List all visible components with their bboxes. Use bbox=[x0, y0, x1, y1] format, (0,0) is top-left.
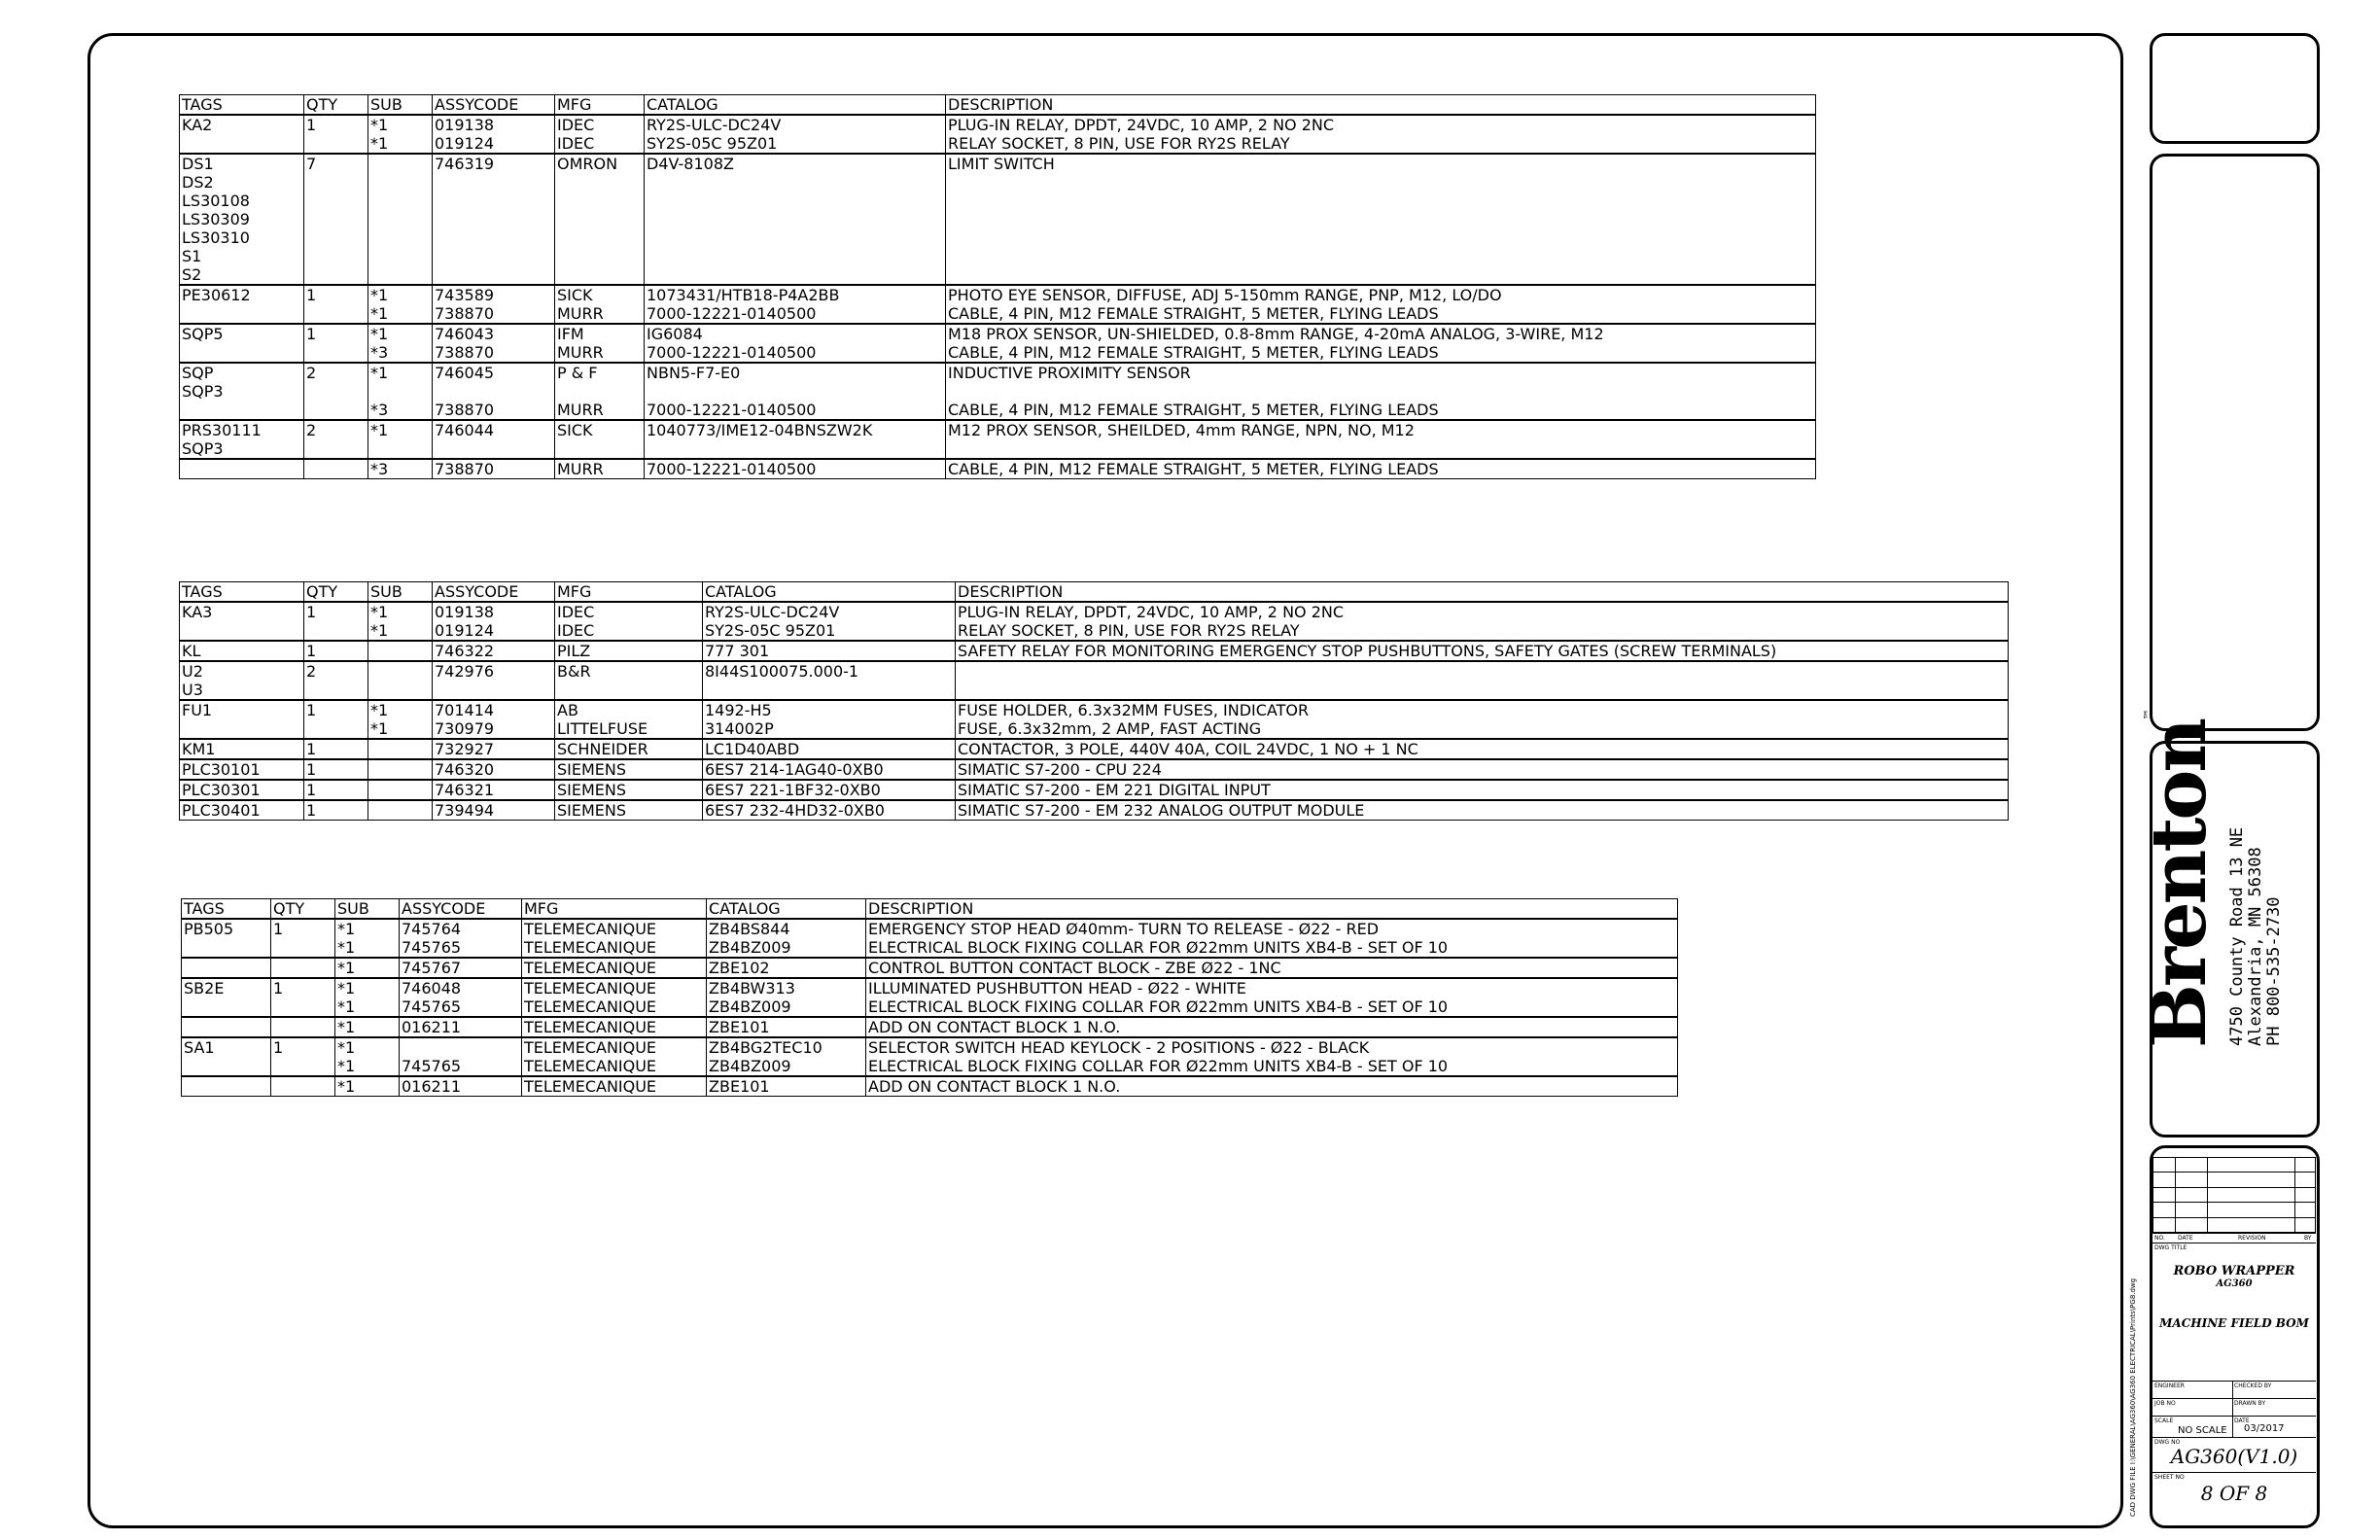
cell-catalog: 6ES7 232-4HD32-0XB0 bbox=[703, 800, 956, 821]
cell-mfg: TELEMECANIQUE bbox=[522, 998, 707, 1017]
address-line-2: Alexandria, MN 56308 bbox=[2246, 847, 2265, 1046]
address-line-1: 4750 County Road 13 NE bbox=[2227, 826, 2247, 1046]
cell-qty: 1 bbox=[304, 739, 368, 759]
cell-catalog: ZB4BZ009 bbox=[707, 1057, 866, 1076]
column-header: DESCRIPTION bbox=[946, 95, 1816, 116]
column-header: CATALOG bbox=[645, 95, 946, 116]
cell-catalog: RY2S-ULC-DC24V bbox=[703, 602, 956, 621]
cell-qty: 2 bbox=[304, 363, 368, 401]
bom-table-3 bbox=[181, 898, 1678, 1097]
cell-mfg: TELEMECANIQUE bbox=[522, 1076, 707, 1097]
column-header: ASSYCODE bbox=[433, 582, 555, 603]
cell-mfg: P & F bbox=[555, 363, 645, 401]
cell-catalog: SY2S-05C 95Z01 bbox=[703, 621, 956, 641]
cell-sub: *1 bbox=[335, 938, 400, 958]
cell-tags: U2 U3 bbox=[180, 661, 304, 700]
cell-qty bbox=[304, 401, 368, 420]
cell-tags: PLC30401 bbox=[180, 800, 304, 821]
table-row bbox=[182, 1057, 1678, 1076]
cell-mfg: TELEMECANIQUE bbox=[522, 1017, 707, 1037]
cell-mfg: IDEC bbox=[555, 115, 645, 134]
cell-qty bbox=[304, 304, 368, 324]
cell-tags bbox=[180, 459, 304, 479]
cell-sub: *3 bbox=[368, 401, 433, 420]
table-row bbox=[180, 700, 2009, 719]
cell-code: 019138 bbox=[433, 115, 555, 134]
cell-desc: CABLE, 4 PIN, M12 FEMALE STRAIGHT, 5 METER, FLYING LEADS bbox=[946, 343, 1816, 363]
table-row bbox=[182, 958, 1678, 978]
cell-qty: 2 bbox=[304, 420, 368, 459]
cell-desc: INDUCTIVE PROXIMITY SENSOR bbox=[946, 363, 1816, 401]
column-header: TAGS bbox=[182, 899, 271, 920]
cell-tags: KL bbox=[180, 641, 304, 661]
cell-sub: *1 bbox=[368, 363, 433, 401]
table-row bbox=[180, 115, 1816, 134]
cell-desc: SIMATIC S7-200 - EM 232 ANALOG OUTPUT MODULE bbox=[956, 800, 2009, 821]
revision-grid bbox=[2152, 1157, 2316, 1233]
table-row bbox=[180, 285, 1816, 304]
cell-tags bbox=[182, 998, 271, 1017]
column-header: MFG bbox=[522, 899, 707, 920]
cell-catalog: 7000-12221-0140500 bbox=[645, 401, 946, 420]
cell-catalog: 6ES7 221-1BF32-0XB0 bbox=[703, 780, 956, 800]
cell-qty: 2 bbox=[304, 661, 368, 700]
cell-desc: SIMATIC S7-200 - EM 221 DIGITAL INPUT bbox=[956, 780, 2009, 800]
cell-desc: CABLE, 4 PIN, M12 FEMALE STRAIGHT, 5 METER, FLYING LEADS bbox=[946, 459, 1816, 479]
cell-sub: *1 bbox=[368, 719, 433, 739]
company-logo-block bbox=[2135, 708, 2223, 1049]
table-row bbox=[180, 420, 1816, 459]
model-name: AG360 bbox=[2216, 1278, 2253, 1289]
cell-mfg: IDEC bbox=[555, 602, 703, 621]
cell-desc: SAFETY RELAY FOR MONITORING EMERGENCY STOP PUSHBUTTONS, SAFETY GATES (SCREW TERMINALS) bbox=[956, 641, 2009, 661]
cell-catalog: 1492-H5 bbox=[703, 700, 956, 719]
cell-tags: SA1 bbox=[182, 1037, 271, 1057]
cell-code: 746045 bbox=[433, 363, 555, 401]
cell-tags bbox=[182, 1057, 271, 1076]
table-row bbox=[182, 1076, 1678, 1097]
cell-tags bbox=[180, 401, 304, 420]
cell-code: 019124 bbox=[433, 134, 555, 154]
cell-code: 730979 bbox=[433, 719, 555, 739]
cell-code: 746043 bbox=[433, 324, 555, 343]
table-row bbox=[180, 154, 1816, 285]
cell-sub: *1 bbox=[368, 285, 433, 304]
cell-tags bbox=[180, 719, 304, 739]
title-box-top bbox=[2150, 33, 2320, 144]
cell-mfg: SIEMENS bbox=[555, 780, 703, 800]
table-row bbox=[180, 134, 1816, 154]
dwg-no-label: DWG NO bbox=[2154, 1439, 2181, 1446]
column-header: ASSYCODE bbox=[400, 899, 522, 920]
cell-sub: *1 bbox=[335, 958, 400, 978]
bom-table-2 bbox=[179, 581, 2009, 821]
column-header: ASSYCODE bbox=[433, 95, 555, 116]
cell-qty bbox=[304, 134, 368, 154]
cell-qty: 1 bbox=[304, 641, 368, 661]
sheet-no-label: SHEET NO bbox=[2154, 1474, 2185, 1481]
cell-sub bbox=[368, 800, 433, 821]
column-header: SUB bbox=[368, 95, 433, 116]
cell-mfg: TELEMECANIQUE bbox=[522, 919, 707, 938]
date-value: 03/2017 bbox=[2244, 1423, 2285, 1434]
cell-catalog: 777 301 bbox=[703, 641, 956, 661]
cell-qty: 1 bbox=[304, 759, 368, 780]
cell-mfg: TELEMECANIQUE bbox=[522, 958, 707, 978]
cell-sub: *1 bbox=[368, 621, 433, 641]
cell-sub: *1 bbox=[368, 115, 433, 134]
trademark: ™ bbox=[2142, 708, 2155, 720]
table-row bbox=[180, 401, 1816, 420]
cell-sub: *1 bbox=[335, 1076, 400, 1097]
cell-sub bbox=[368, 154, 433, 285]
cell-qty: 1 bbox=[304, 602, 368, 621]
cell-code: 746044 bbox=[433, 420, 555, 459]
cell-sub: *3 bbox=[368, 343, 433, 363]
cell-tags bbox=[180, 304, 304, 324]
project-name: ROBO WRAPPER bbox=[2173, 1264, 2295, 1278]
table-row bbox=[180, 459, 1816, 479]
cell-catalog: 6ES7 214-1AG40-0XB0 bbox=[703, 759, 956, 780]
cell-sub bbox=[368, 780, 433, 800]
cell-desc: M12 PROX SENSOR, SHEILDED, 4mm RANGE, NPN, NO, M12 bbox=[946, 420, 1816, 459]
cell-qty bbox=[304, 343, 368, 363]
cell-qty: 1 bbox=[304, 700, 368, 719]
cell-code: 732927 bbox=[433, 739, 555, 759]
cell-mfg: IFM bbox=[555, 324, 645, 343]
cell-sub bbox=[368, 739, 433, 759]
cell-catalog: ZBE102 bbox=[707, 958, 866, 978]
table-row bbox=[182, 998, 1678, 1017]
table-row bbox=[180, 759, 2009, 780]
cell-desc: CABLE, 4 PIN, M12 FEMALE STRAIGHT, 5 METER, FLYING LEADS bbox=[946, 304, 1816, 324]
cell-mfg: TELEMECANIQUE bbox=[522, 1057, 707, 1076]
cell-code bbox=[400, 1037, 522, 1057]
cell-desc: PLUG-IN RELAY, DPDT, 24VDC, 10 AMP, 2 NO 2NC bbox=[946, 115, 1816, 134]
cell-code: 745765 bbox=[400, 1057, 522, 1076]
table-row bbox=[180, 641, 2009, 661]
cell-desc: ELECTRICAL BLOCK FIXING COLLAR FOR Ø22mm UNITS XB4-B - SET OF 10 bbox=[866, 1057, 1678, 1076]
cell-sub: *1 bbox=[368, 700, 433, 719]
cell-qty bbox=[304, 719, 368, 739]
cell-tags: FU1 bbox=[180, 700, 304, 719]
cell-code: 745765 bbox=[400, 938, 522, 958]
cell-catalog: RY2S-ULC-DC24V bbox=[645, 115, 946, 134]
cell-catalog: 7000-12221-0140500 bbox=[645, 304, 946, 324]
cell-sub: *1 bbox=[368, 324, 433, 343]
bom-table-1 bbox=[179, 94, 1816, 479]
checked-label: CHECKED BY bbox=[2234, 1382, 2272, 1389]
cell-mfg: AB bbox=[555, 700, 703, 719]
table-row bbox=[180, 324, 1816, 343]
cell-desc: M18 PROX SENSOR, UN-SHIELDED, 0.8-8mm RANGE, 4-20mA ANALOG, 3-WIRE, M12 bbox=[946, 324, 1816, 343]
cell-mfg: LITTELFUSE bbox=[555, 719, 703, 739]
cell-desc: PHOTO EYE SENSOR, DIFFUSE, ADJ 5-150mm RANGE, PNP, M12, LO/DO bbox=[946, 285, 1816, 304]
cell-desc bbox=[956, 661, 2009, 700]
cell-code: 019124 bbox=[433, 621, 555, 641]
column-header: MFG bbox=[555, 95, 645, 116]
cell-sub: *1 bbox=[335, 978, 400, 998]
cell-code: 738870 bbox=[433, 401, 555, 420]
cell-mfg: SCHNEIDER bbox=[555, 739, 703, 759]
table-row bbox=[180, 661, 2009, 700]
cell-mfg: SICK bbox=[555, 285, 645, 304]
cell-qty bbox=[271, 1057, 335, 1076]
cell-qty: 1 bbox=[304, 324, 368, 343]
cell-catalog: ZB4BG2TEC10 bbox=[707, 1037, 866, 1057]
cell-sub: *1 bbox=[335, 1057, 400, 1076]
cell-catalog: ZBE101 bbox=[707, 1017, 866, 1037]
column-header: DESCRIPTION bbox=[866, 899, 1678, 920]
cell-catalog: 8I44S100075.000-1 bbox=[703, 661, 956, 700]
cell-sub: *3 bbox=[368, 459, 433, 479]
table-row bbox=[180, 602, 2009, 621]
cell-catalog: LC1D40ABD bbox=[703, 739, 956, 759]
cell-catalog: 1073431/HTB18-P4A2BB bbox=[645, 285, 946, 304]
phone: PH 800-535-2730 bbox=[2264, 896, 2284, 1046]
table-header-row bbox=[182, 899, 1678, 920]
cell-tags: SQP SQP3 bbox=[180, 363, 304, 401]
cell-mfg: TELEMECANIQUE bbox=[522, 978, 707, 998]
cell-qty: 1 bbox=[271, 978, 335, 998]
cell-sub: *1 bbox=[335, 1017, 400, 1037]
cell-mfg: MURR bbox=[555, 304, 645, 324]
cell-mfg: OMRON bbox=[555, 154, 645, 285]
sheet-number: 8 OF 8 bbox=[2200, 1482, 2268, 1505]
company-address-block bbox=[2227, 826, 2284, 1047]
cell-catalog: ZBE101 bbox=[707, 1076, 866, 1097]
cell-catalog: SY2S-05C 95Z01 bbox=[645, 134, 946, 154]
cell-mfg: TELEMECANIQUE bbox=[522, 1037, 707, 1057]
cad-file-path: CAD DWG FILE I:\GENERAL\AG360\AG360 ELECTRICAL\Prints\PG8.dwg bbox=[2129, 1278, 2137, 1517]
cell-qty bbox=[304, 621, 368, 641]
cell-qty bbox=[271, 998, 335, 1017]
cell-code: 746048 bbox=[400, 978, 522, 998]
cell-desc: SIMATIC S7-200 - CPU 224 bbox=[956, 759, 2009, 780]
cell-sub bbox=[368, 759, 433, 780]
scale-label: SCALE bbox=[2154, 1418, 2174, 1424]
dwg-title-label: DWG TITLE bbox=[2154, 1244, 2188, 1251]
column-header: TAGS bbox=[180, 582, 304, 603]
cell-desc: LIMIT SWITCH bbox=[946, 154, 1816, 285]
table-row bbox=[180, 780, 2009, 800]
cell-desc: ELECTRICAL BLOCK FIXING COLLAR FOR Ø22mm UNITS XB4-B - SET OF 10 bbox=[866, 998, 1678, 1017]
cell-code: 738870 bbox=[433, 459, 555, 479]
cell-tags bbox=[182, 938, 271, 958]
cell-mfg: MURR bbox=[555, 343, 645, 363]
cell-desc: ILLUMINATED PUSHBUTTON HEAD - Ø22 - WHITE bbox=[866, 978, 1678, 998]
cell-tags bbox=[182, 958, 271, 978]
column-header: SUB bbox=[368, 582, 433, 603]
table-header-row bbox=[180, 95, 1816, 116]
cell-qty: 1 bbox=[304, 285, 368, 304]
sheet-title: MACHINE FIELD BOM bbox=[2159, 1316, 2309, 1330]
cell-catalog: ZB4BS844 bbox=[707, 919, 866, 938]
cell-desc: CABLE, 4 PIN, M12 FEMALE STRAIGHT, 5 METER, FLYING LEADS bbox=[946, 401, 1816, 420]
cell-tags bbox=[180, 621, 304, 641]
column-header: DESCRIPTION bbox=[956, 582, 2009, 603]
cell-sub: *1 bbox=[335, 919, 400, 938]
cell-catalog: 7000-12221-0140500 bbox=[645, 459, 946, 479]
cell-tags bbox=[180, 134, 304, 154]
table-row bbox=[182, 1017, 1678, 1037]
cell-mfg: IDEC bbox=[555, 134, 645, 154]
cell-catalog: 314002P bbox=[703, 719, 956, 739]
cell-code: 746320 bbox=[433, 759, 555, 780]
cell-catalog: 1040773/IME12-04BNSZW2K bbox=[645, 420, 946, 459]
cell-qty bbox=[271, 938, 335, 958]
table-header-row bbox=[180, 582, 2009, 603]
cell-qty: 1 bbox=[271, 1037, 335, 1057]
cell-code: 743589 bbox=[433, 285, 555, 304]
cell-tags: KA2 bbox=[180, 115, 304, 134]
cell-qty bbox=[271, 958, 335, 978]
cell-tags: PLC30301 bbox=[180, 780, 304, 800]
cell-code: 016211 bbox=[400, 1017, 522, 1037]
cell-code: 738870 bbox=[433, 304, 555, 324]
column-header: QTY bbox=[271, 899, 335, 920]
engineer-label: ENGINEER bbox=[2154, 1382, 2185, 1389]
cell-desc: ADD ON CONTACT BLOCK 1 N.O. bbox=[866, 1017, 1678, 1037]
cell-desc: CONTROL BUTTON CONTACT BLOCK - ZBE Ø22 - 1NC bbox=[866, 958, 1678, 978]
column-header: CATALOG bbox=[703, 582, 956, 603]
table-row bbox=[182, 978, 1678, 998]
table-row bbox=[180, 621, 2009, 641]
cell-mfg: SIEMENS bbox=[555, 759, 703, 780]
cell-tags: DS1 DS2 LS30108 LS30309 LS30310 S1 S2 bbox=[180, 154, 304, 285]
cell-mfg: SICK bbox=[555, 420, 645, 459]
cell-desc: ELECTRICAL BLOCK FIXING COLLAR FOR Ø22mm UNITS XB4-B - SET OF 10 bbox=[866, 938, 1678, 958]
column-header: MFG bbox=[555, 582, 703, 603]
cell-sub: *1 bbox=[335, 998, 400, 1017]
table-row bbox=[180, 800, 2009, 821]
rev-no-label: NO. bbox=[2154, 1235, 2165, 1242]
scale-value: NO SCALE bbox=[2178, 1425, 2227, 1436]
cell-sub: *1 bbox=[368, 602, 433, 621]
rev-revision-label: REVISION bbox=[2238, 1235, 2266, 1242]
cell-mfg: TELEMECANIQUE bbox=[522, 938, 707, 958]
cell-desc: CONTACTOR, 3 POLE, 440V 40A, COIL 24VDC, 1 NO + 1 NC bbox=[956, 739, 2009, 759]
rev-date-label: DATE bbox=[2178, 1235, 2193, 1242]
cell-desc: RELAY SOCKET, 8 PIN, USE FOR RY2S RELAY bbox=[946, 134, 1816, 154]
cell-sub: *1 bbox=[368, 304, 433, 324]
cell-mfg: MURR bbox=[555, 401, 645, 420]
cell-tags: PLC30101 bbox=[180, 759, 304, 780]
rev-by-label: BY bbox=[2304, 1235, 2312, 1242]
column-header: QTY bbox=[304, 582, 368, 603]
table-row bbox=[180, 343, 1816, 363]
table-row bbox=[182, 1037, 1678, 1057]
date-label: DATE bbox=[2234, 1418, 2250, 1424]
cell-code: 738870 bbox=[433, 343, 555, 363]
cell-tags: SB2E bbox=[182, 978, 271, 998]
table-row bbox=[180, 719, 2009, 739]
column-header: TAGS bbox=[180, 95, 304, 116]
cell-sub: *1 bbox=[368, 134, 433, 154]
cell-mfg: MURR bbox=[555, 459, 645, 479]
cell-catalog: ZB4BZ009 bbox=[707, 938, 866, 958]
column-header: CATALOG bbox=[707, 899, 866, 920]
job-label: JOB NO bbox=[2154, 1400, 2176, 1407]
cell-desc: FUSE HOLDER, 6.3x32MM FUSES, INDICATOR bbox=[956, 700, 2009, 719]
cell-tags bbox=[182, 1076, 271, 1097]
table-row bbox=[182, 919, 1678, 938]
cell-catalog: 7000-12221-0140500 bbox=[645, 343, 946, 363]
cell-tags: KA3 bbox=[180, 602, 304, 621]
cell-desc: PLUG-IN RELAY, DPDT, 24VDC, 10 AMP, 2 NO 2NC bbox=[956, 602, 2009, 621]
table-row bbox=[180, 363, 1816, 401]
cell-code: 746319 bbox=[433, 154, 555, 285]
cell-sub bbox=[368, 661, 433, 700]
cell-tags bbox=[180, 343, 304, 363]
cell-desc: FUSE, 6.3x32mm, 2 AMP, FAST ACTING bbox=[956, 719, 2009, 739]
column-header: SUB bbox=[335, 899, 400, 920]
cell-code: 745767 bbox=[400, 958, 522, 978]
cell-qty bbox=[271, 1017, 335, 1037]
cell-code: 742976 bbox=[433, 661, 555, 700]
column-header: QTY bbox=[304, 95, 368, 116]
cell-qty: 1 bbox=[304, 800, 368, 821]
cell-tags: SQP5 bbox=[180, 324, 304, 343]
cell-qty: 1 bbox=[304, 780, 368, 800]
cell-sub: *1 bbox=[335, 1037, 400, 1057]
cell-code: 745764 bbox=[400, 919, 522, 938]
cell-tags: PRS30111 SQP3 bbox=[180, 420, 304, 459]
cell-mfg: B&R bbox=[555, 661, 703, 700]
cell-desc: SELECTOR SWITCH HEAD KEYLOCK - 2 POSITIONS - Ø22 - BLACK bbox=[866, 1037, 1678, 1057]
cell-sub: *1 bbox=[368, 420, 433, 459]
cell-catalog: ZB4BZ009 bbox=[707, 998, 866, 1017]
cell-code: 746322 bbox=[433, 641, 555, 661]
cell-tags: KM1 bbox=[180, 739, 304, 759]
cell-code: 701414 bbox=[433, 700, 555, 719]
cell-mfg: SIEMENS bbox=[555, 800, 703, 821]
cell-desc: ADD ON CONTACT BLOCK 1 N.O. bbox=[866, 1076, 1678, 1097]
cell-mfg: PILZ bbox=[555, 641, 703, 661]
cell-catalog: IG6084 bbox=[645, 324, 946, 343]
cell-code: 016211 bbox=[400, 1076, 522, 1097]
table-row bbox=[180, 304, 1816, 324]
cell-tags bbox=[182, 1017, 271, 1037]
drawn-label: DRAWN BY bbox=[2234, 1400, 2266, 1407]
cell-qty bbox=[304, 459, 368, 479]
title-box-middle bbox=[2150, 154, 2320, 731]
cell-desc: RELAY SOCKET, 8 PIN, USE FOR RY2S RELAY bbox=[956, 621, 2009, 641]
cell-catalog: NBN5-F7-E0 bbox=[645, 363, 946, 401]
cell-catalog: D4V-8108Z bbox=[645, 154, 946, 285]
table-row bbox=[182, 938, 1678, 958]
drawing-number: AG360(V1.0) bbox=[2170, 1445, 2298, 1468]
company-logo: Brenton bbox=[2135, 719, 2223, 1048]
cell-code: 739494 bbox=[433, 800, 555, 821]
cell-sub bbox=[368, 641, 433, 661]
cell-mfg: IDEC bbox=[555, 621, 703, 641]
cell-qty: 1 bbox=[304, 115, 368, 134]
table-row bbox=[180, 739, 2009, 759]
cell-code: 019138 bbox=[433, 602, 555, 621]
cell-catalog: ZB4BW313 bbox=[707, 978, 866, 998]
cell-tags: PB505 bbox=[182, 919, 271, 938]
cell-qty: 7 bbox=[304, 154, 368, 285]
cell-tags: PE30612 bbox=[180, 285, 304, 304]
cell-code: 745765 bbox=[400, 998, 522, 1017]
cell-desc: EMERGENCY STOP HEAD Ø40mm- TURN TO RELEASE - Ø22 - RED bbox=[866, 919, 1678, 938]
cell-code: 746321 bbox=[433, 780, 555, 800]
cell-qty: 1 bbox=[271, 919, 335, 938]
cell-qty bbox=[271, 1076, 335, 1097]
